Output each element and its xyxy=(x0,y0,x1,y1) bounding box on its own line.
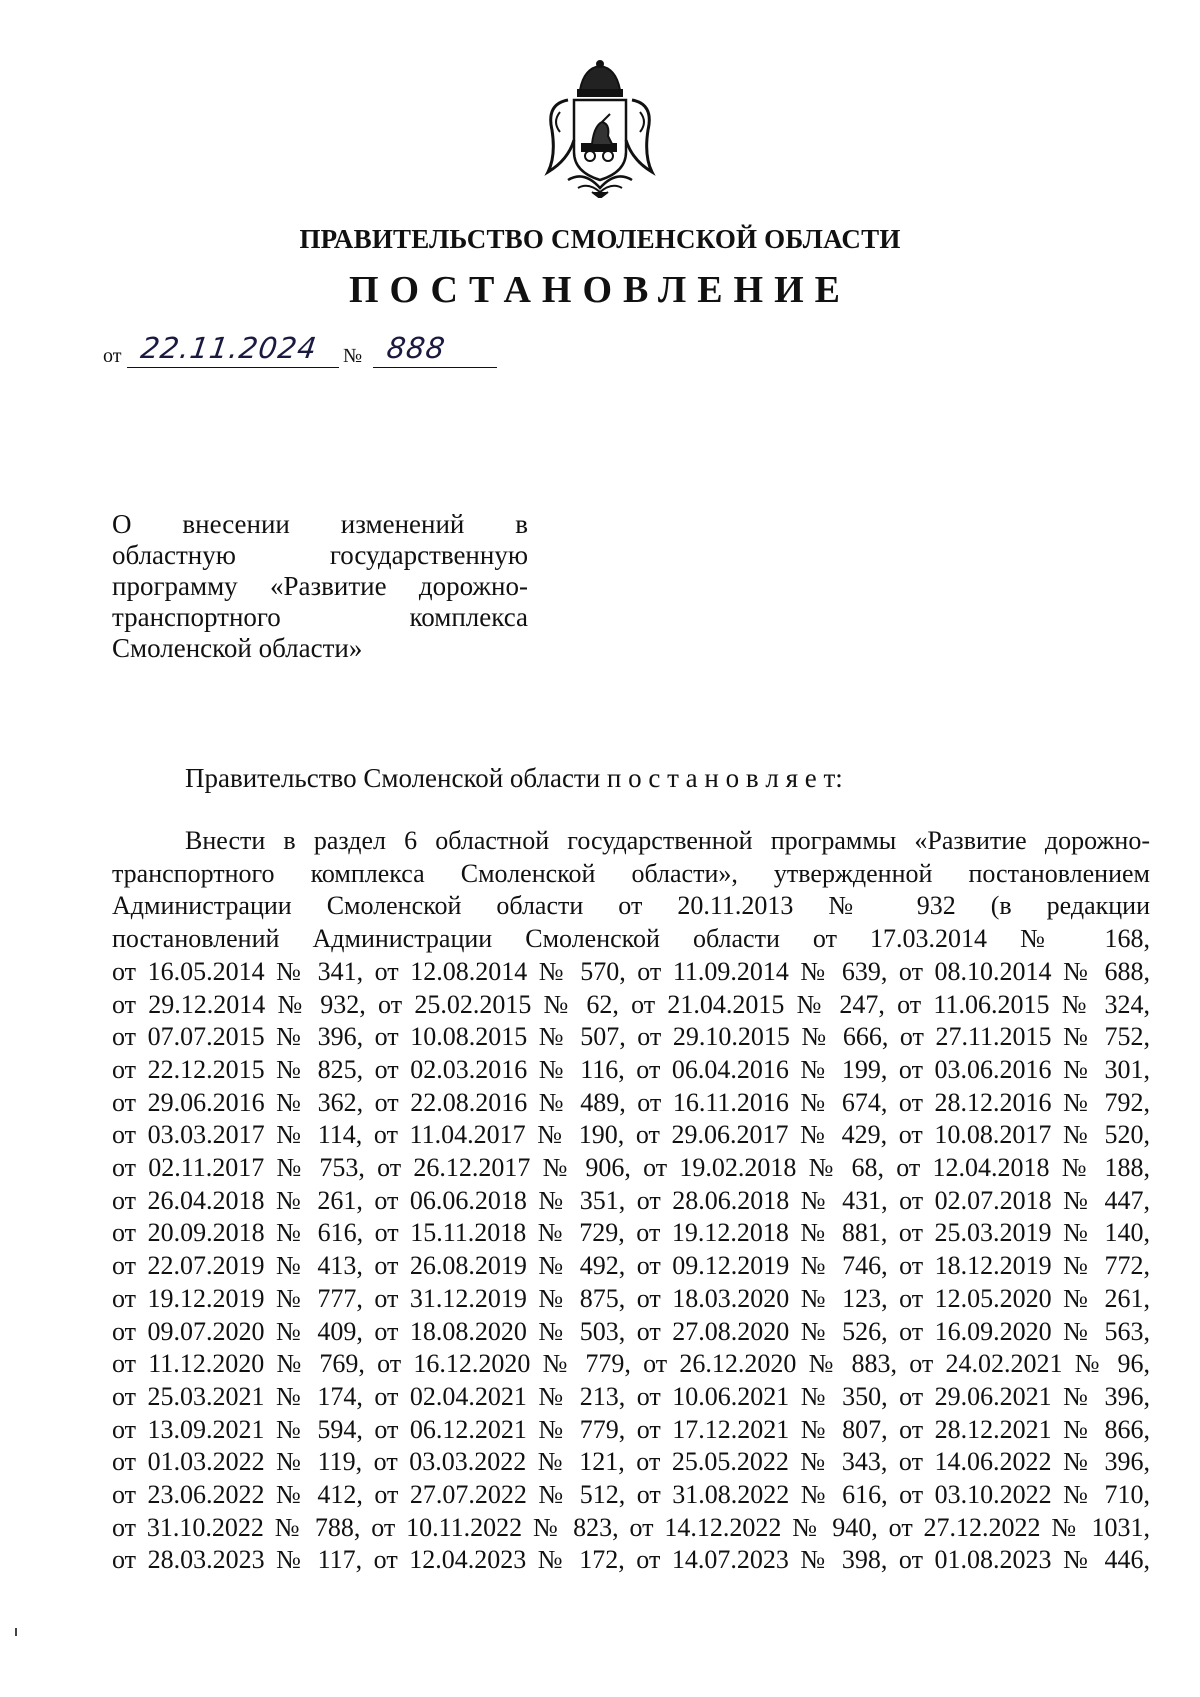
body-line: от 29.12.2014 № 932, от 25.02.2015 № 62, от 21.04.2015 № 247, от 11.06.2015 № 324, xyxy=(112,989,1150,1019)
number-field xyxy=(373,331,497,368)
body-line: от 23.06.2022 № 412, от 27.07.2022 № 512, от 31.08.2022 № 616, от 03.10.2022 № 710, xyxy=(112,1480,1150,1510)
body-line: от 09.07.2020 № 409, от 18.08.2020 № 503, от 27.08.2020 № 526, от 16.09.2020 № 563, xyxy=(112,1316,1150,1346)
body-line: от 22.12.2015 № 825, от 02.03.2016 № 116, от 06.04.2016 № 199, от 03.06.2016 № 301, xyxy=(112,1054,1150,1084)
body-line: от 01.03.2022 № 119, от 03.03.2022 № 121, от 25.05.2022 № 343, от 14.06.2022 № 396, xyxy=(112,1447,1150,1477)
body-line: постановлений Администрации Смоленской области от 17.03.2014 № 168, xyxy=(112,924,1150,954)
registration-line xyxy=(103,331,543,374)
subject-line: О внесении изменений в xyxy=(112,509,528,539)
body-line: от 25.03.2021 № 174, от 02.04.2021 № 213, от 10.06.2021 № 350, от 29.06.2021 № 396, xyxy=(112,1381,1150,1411)
body-line: Администрации Смоленской области от 20.11.2013 № 932 (в редакции xyxy=(112,891,1150,921)
document-subject xyxy=(112,509,528,664)
body-line: от 20.09.2018 № 616, от 15.11.2018 № 729, от 19.12.2018 № 881, от 25.03.2019 № 140, xyxy=(112,1218,1150,1248)
body-line: транспортного комплекса Смоленской области», утвержденной постановлением xyxy=(112,858,1150,888)
document-body xyxy=(112,825,1150,1577)
scan-artifact xyxy=(15,1628,17,1636)
number-label: № xyxy=(343,345,363,367)
body-line: от 13.09.2021 № 594, от 06.12.2021 № 779, от 17.12.2021 № 807, от 28.12.2021 № 866, xyxy=(112,1414,1150,1444)
body-line: от 02.11.2017 № 753, от 26.12.2017 № 906, от 19.02.2018 № 68, от 12.04.2018 № 188, xyxy=(112,1153,1150,1183)
preamble: Правительство Смоленской области п о с т а н о в л я е т: xyxy=(185,763,843,793)
subject-line: областную государственную xyxy=(112,540,528,570)
body-line: от 19.12.2019 № 777, от 31.12.2019 № 875, от 18.03.2020 № 123, от 12.05.2020 № 261, xyxy=(112,1283,1150,1313)
body-line: от 31.10.2022 № 788, от 10.11.2022 № 823, от 14.12.2022 № 940, от 27.12.2022 № 1031, xyxy=(112,1512,1150,1542)
organization-title: ПРАВИТЕЛЬСТВО СМОЛЕНСКОЙ ОБЛАСТИ xyxy=(299,224,901,254)
subject-line: транспортного комплекса xyxy=(112,602,528,632)
body-line: от 11.12.2020 № 769, от 16.12.2020 № 779, от 26.12.2020 № 883, от 24.02.2021 № 96, xyxy=(112,1349,1150,1379)
document-type-title: ПОСТАНОВЛЕНИЕ xyxy=(348,269,852,311)
body-line: от 22.07.2019 № 413, от 26.08.2019 № 492, от 09.12.2019 № 746, от 18.12.2019 № 772, xyxy=(112,1251,1150,1281)
body-line: Внести в раздел 6 областной государственной программы «Развитие дорожно- xyxy=(185,826,1150,855)
handwritten-number: 888 xyxy=(384,331,448,365)
body-line: от 28.03.2023 № 117, от 12.04.2023 № 172, от 14.07.2023 № 398, от 01.08.2023 № 446, xyxy=(112,1545,1150,1575)
body-line: от 26.04.2018 № 261, от 06.06.2018 № 351, от 28.06.2018 № 431, от 02.07.2018 № 447, xyxy=(112,1185,1150,1215)
body-line: от 07.07.2015 № 396, от 10.08.2015 № 507, от 29.10.2015 № 666, от 27.11.2015 № 752, xyxy=(112,1022,1150,1052)
subject-line: Смоленской области» xyxy=(112,633,363,663)
body-line: от 16.05.2014 № 341, от 12.08.2014 № 570, от 11.09.2014 № 639, от 08.10.2014 № 688, xyxy=(112,956,1150,986)
coat-of-arms-icon xyxy=(538,60,662,198)
date-field xyxy=(127,331,339,368)
handwritten-date: 22.11.2024 xyxy=(138,331,320,365)
body-line: от 03.03.2017 № 114, от 11.04.2017 № 190, от 29.06.2017 № 429, от 10.08.2017 № 520, xyxy=(112,1120,1150,1150)
date-label: от xyxy=(103,345,122,367)
subject-line: программу «Развитие дорожно- xyxy=(112,571,528,601)
body-line: от 29.06.2016 № 362, от 22.08.2016 № 489, от 16.11.2016 № 674, от 28.12.2016 № 792, xyxy=(112,1087,1150,1117)
